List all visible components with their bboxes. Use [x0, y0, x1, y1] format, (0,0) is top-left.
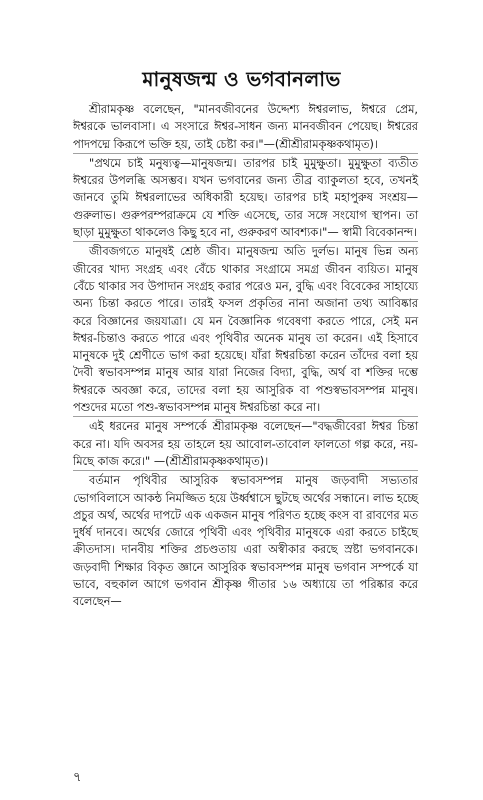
chapter-title: মানুষজন্ম ও ভগবানলাভ — [142, 67, 341, 91]
paragraph-3: জীবজগতে মানুষই শ্রেষ্ঠ জীব। মানুষজন্ম অতি দুর্লভ। মানুষ ভিন্ন অন্য জীবের খাদ্য সংগ্রহ এবং বেঁচে থাকার সংগ্রামে সমগ্র জীবন ব্যয়িত। মানুষ বেঁচে থাকার সব উপাদান সংগ্রহ করার পরেও মন, বুদ্ধি এবং বিবেকের সাহায্যে অন্য চিন্তা করতে পারে। তারই ফসল প্রকৃতির নানা অজানা তথ্য আবিষ্কার করে বিজ্ঞানের জয়যাত্রা। যে মন বৈজ্ঞানিক গবেষণা করতে পারে, সেই মন ঈশ্বর-চিন্তাও করতে পারে এবং পৃথিবীর অনেক মানুষ তা করেন। এই হিসাবে মানুষকে দুই শ্রেণীতে ভাগ করা হয়েছে। যাঁরা ঈশ্বরচিন্তা করেন তাঁদের বলা হয় দৈবী স্বভাবসম্পন্ন মানুষ আর যারা নিজের বিদ্যা, বুদ্ধি, অর্থ বা শক্তির দম্ভে ঈশ্বরকে অবজ্ঞা করে, তাদের বলা হয় আসুরিক বা পশুস্বভাবসম্পন্ন মানুষ। পশুদের মতো পশু-স্বভাবসম্পন্ন মানুষ ঈশ্বরচিন্তা করে না। — [73, 245, 418, 415]
paragraph-5: বর্তমান পৃথিবীর আসুরিক স্বভাবসম্পন্ন মানুষ জড়বাদী সভ্যতার ভোগবিলাসে আকন্ঠ নিমজ্জিত হয়ে উর্ধ্বশ্বাসে ছুটছে অর্থের সন্ধানে। লাভ হচ্ছে প্রচুর অর্থ, অর্থের দাপটে এক একজন মানুষ পরিণত হচ্ছে কংস বা রাবণের মত দুর্ধর্ষ দানবে। অর্থের জোরে পৃথিবী এবং পৃথিবীর মানুষকে এরা করতে চাইছে ক্রীতদাস। দানবীয় শক্তির প্রচণ্ডতায় এরা অস্বীকার করছে স্রষ্টা ভগবানকে। জড়বাদী শিক্ষার বিকৃত জ্ঞানে আসুরিক স্বভাবসম্পন্ন মানুষ ভগবান সম্পর্কে যা ভাবে, বহুকাল আগে ভগবান শ্রীকৃষ্ণ গীতার ১৬ অধ্যায়ে তা পরিষ্কার করে বলেছেন— — [73, 474, 418, 609]
paragraph-1: শ্রীরামকৃষ্ণ বলেছেন, "মানবজীবনের উদ্দেশ্য ঈশ্বরলাভ, ঈশ্বরে প্রেম, ঈশ্বরকে ভালবাসা। এ সংসারে ঈশ্বর-সাধন জন্য মানবজীবন পেয়েছ। ঈশ্বরের পাদপদ্মে কিরূপে ভক্তি হয়, তাই চেষ্টা কর।"—(শ্রীশ্রীরামকৃষ্ণকথামৃত)। — [73, 103, 418, 151]
divider — [73, 241, 418, 242]
divider — [73, 153, 418, 154]
divider — [73, 416, 418, 417]
paragraph-2: "প্রথমে চাই মনুষ্যত্ব—মানুষজন্ম। তারপর চাই মুমুক্ষুতা। মুমুক্ষুতা ব্যতীত ঈশ্বরের উপলব্ধি অসম্ভব। যখন ভগবানের জন্য তীব্র ব্যাকুলতা হবে, তখনই জানবে তুমি ঈশ্বরলাভের অধিকারী হয়েছ। তারপর চাই মহাপুরুষ সংশ্রয়—গুরুলাভ। গুরুপরম্পরাক্রমে যে শক্তি এসেছে, তার সঙ্গে সংযোগ স্থাপন। তা ছাড়া মুমুক্ষুতা থাকলেও কিছু হবে না, গুরুকরণ আবশ্যক।"— স্বামী বিবেকানন্দ। — [73, 156, 418, 240]
page-number: ৭ — [73, 770, 82, 785]
page-body — [73, 101, 418, 611]
paragraph-4: এই ধরনের মানুষ সম্পর্কে শ্রীরামকৃষ্ণ বলেছেন—"বদ্ধজীবেরা ঈশ্বর চিন্তা করে না। যদি অবসর হয় তাহলে হয় আবোল-তাবোল ফালতো গল্প করে, নয়-মিছে কাজ করে।" —(শ্রীশ্রীরামকৃষ্ণকথামৃত)। — [73, 420, 418, 468]
divider — [73, 470, 418, 471]
